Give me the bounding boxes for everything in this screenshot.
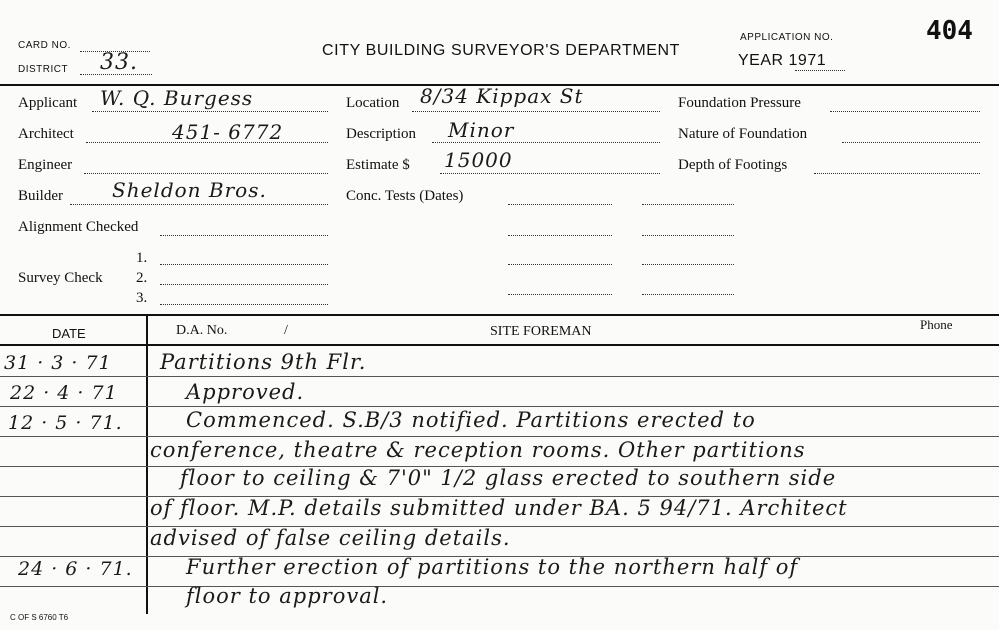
depth-of-footings-label: Depth of Footings (678, 157, 788, 173)
location-line (412, 111, 660, 112)
applicant-value: W. Q. Burgess (100, 86, 254, 110)
conc-tests-line-4 (508, 294, 612, 295)
table-header-border (0, 344, 999, 346)
description-value: Minor (448, 118, 515, 142)
district-label: DISTRICT (18, 64, 69, 75)
depth-of-footings-line (814, 173, 980, 174)
ruled-line (0, 406, 999, 407)
alignment-line (160, 235, 328, 236)
form-code: C OF S 6760 T6 (10, 613, 69, 622)
row-text: advised of false ceiling details. (150, 526, 511, 550)
date-column-divider (146, 314, 148, 614)
row-text: floor to ceiling & 7'0" 1/2 glass erected to southern side (180, 466, 837, 490)
row-text: Partitions 9th Flr. (160, 350, 367, 374)
builder-value: Sheldon Bros. (112, 178, 267, 202)
engineer-line (84, 173, 328, 174)
year-label: YEAR 1971 (738, 52, 827, 69)
ruled-line (0, 376, 999, 377)
estimate-value: 15000 (444, 148, 513, 172)
right-blank-line-3 (642, 264, 734, 265)
builder-line (70, 204, 328, 205)
conc-tests-line-1 (508, 204, 612, 205)
survey-3-line (160, 304, 328, 305)
row-date: 22 · 4 · 71 (10, 382, 118, 404)
row-text: conference, theatre & reception rooms. Other partitions (150, 438, 806, 462)
survey-2-line (160, 284, 328, 285)
foundation-pressure-line (830, 111, 980, 112)
estimate-label: Estimate $ (346, 157, 410, 173)
nature-of-foundation-line (842, 142, 980, 143)
row-date: 24 · 6 · 71. (18, 558, 133, 580)
applicant-label: Applicant (18, 95, 78, 111)
right-blank-line-4 (642, 294, 734, 295)
year-line (795, 70, 845, 71)
application-number: 404 (926, 16, 973, 46)
row-date: 12 · 5 · 71. (8, 412, 123, 434)
foundation-pressure-label: Foundation Pressure (678, 95, 801, 111)
row-text: of floor. M.P. details submitted under BA. 5 94/71. Architect (150, 496, 848, 520)
architect-value: 451- 6772 (172, 120, 284, 144)
site-foreman-header: SITE FOREMAN (490, 324, 592, 339)
ruled-line (0, 586, 999, 587)
row-text: Approved. (186, 380, 305, 404)
row-text: Further erection of partitions to the northern half of (186, 555, 799, 579)
department-title: CITY BUILDING SURVEYOR'S DEPARTMENT (322, 42, 681, 59)
right-blank-line-1 (642, 204, 734, 205)
survey-3-label: 3. (136, 290, 148, 306)
conc-tests-label: Conc. Tests (Dates) (346, 188, 464, 204)
survey-2-label: 2. (136, 270, 148, 286)
location-label: Location (346, 95, 400, 111)
applicant-line (92, 111, 328, 112)
nature-of-foundation-label: Nature of Foundation (678, 126, 808, 142)
architect-label: Architect (18, 126, 74, 142)
conc-tests-line-3 (508, 264, 612, 265)
alignment-checked-label: Alignment Checked (18, 219, 139, 235)
date-header: DATE (52, 326, 86, 341)
phone-header: Phone (920, 317, 953, 332)
application-no-label: APPLICATION NO. (740, 32, 834, 43)
location-value: 8/34 Kippax St (420, 84, 584, 108)
da-no-header: D.A. No. (176, 323, 228, 338)
row-text: floor to approval. (186, 584, 389, 608)
builder-label: Builder (18, 188, 63, 204)
survey-1-label: 1. (136, 250, 148, 266)
description-label: Description (346, 126, 416, 142)
survey-check-label: Survey Check (18, 270, 103, 286)
table-top-border (0, 314, 999, 316)
row-date: 31 · 3 · 71 (4, 352, 112, 374)
survey-1-line (160, 264, 328, 265)
description-line (432, 142, 660, 143)
ruled-line (0, 436, 999, 437)
district-value: 33. (100, 50, 138, 75)
row-text: Commenced. S.B/3 notified. Partitions erected to (186, 408, 756, 432)
estimate-line (440, 173, 660, 174)
engineer-label: Engineer (18, 157, 73, 173)
conc-tests-line-2 (508, 235, 612, 236)
right-blank-line-2 (642, 235, 734, 236)
card-no-label: CARD NO. (18, 40, 71, 51)
da-slash: / (284, 323, 288, 338)
